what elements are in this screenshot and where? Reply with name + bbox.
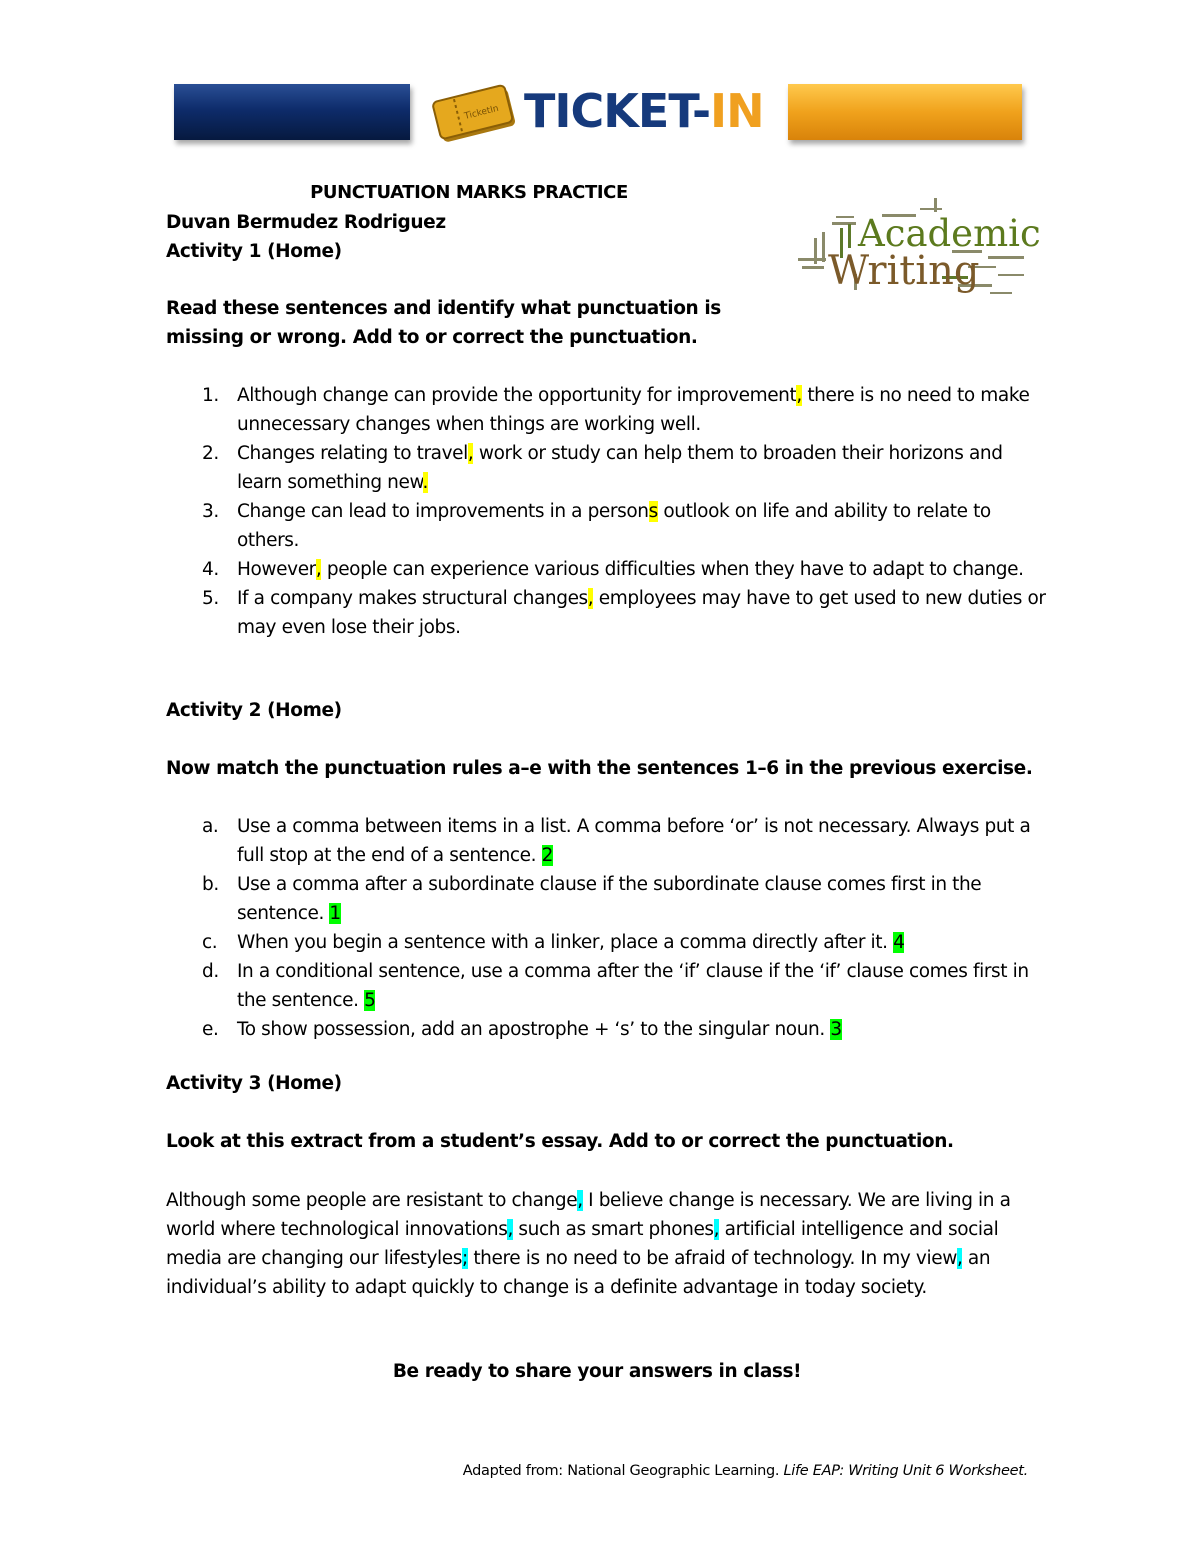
wordcloud-word-academic: Academic [858, 212, 1041, 255]
list-item-text: Use a comma between items in a list. A comma before ‘or’ is not necessary. Always put a full stop at the end of a sentence. [237, 816, 1031, 866]
list-item [166, 812, 1046, 870]
header-banner [172, 74, 1024, 152]
list-item-text: there is no need to make unnecessary changes when things are working well. [237, 385, 1030, 435]
activity2-list [166, 812, 1046, 1044]
list-item-text: Use a comma after a subordinate clause if the subordinate clause comes first in the sentence. [237, 874, 982, 924]
list-item-number: 1. [202, 385, 219, 406]
list-item [166, 1015, 1046, 1044]
list-item [166, 928, 1046, 957]
document-title: PUNCTUATION MARKS PRACTICE [310, 182, 628, 203]
essay-text: there is no need to be afraid of technology. In my view [467, 1248, 957, 1269]
list-item [166, 870, 1046, 928]
activity3-instruction: Look at this extract from a student’s essay. Add to or correct the punctuation. [166, 1131, 954, 1152]
list-item [166, 381, 1046, 439]
list-item-letter: d. [202, 961, 219, 982]
list-item-letter: a. [202, 816, 219, 837]
footer-source: Life EAP: Writing Unit 6 Worksheet. [783, 1463, 1028, 1479]
essay-extract [166, 1186, 1046, 1302]
list-item-text: Changes relating to travel [237, 443, 468, 464]
list-item-text: people can experience various difficulties when they have to adapt to change. [321, 559, 1024, 580]
list-item [166, 439, 1046, 497]
list-item-text: outlook on life and ability to relate to others. [237, 501, 991, 551]
list-item-number: 5. [202, 588, 219, 609]
logo-wordmark [524, 84, 764, 138]
wordcloud-word-writing: Writing [828, 248, 980, 294]
essay-text: I believe change is necessary. We are living in a world where technological innovations [166, 1190, 1011, 1240]
activity3-heading: Activity 3 (Home) [166, 1073, 342, 1094]
essay-text: such as smart phones [512, 1219, 714, 1240]
list-item [166, 584, 1046, 642]
banner-bar-navy [174, 84, 410, 140]
answer-number: 2 [541, 845, 554, 866]
activity1-heading: Activity 1 (Home) [166, 241, 342, 262]
list-item-text: When you begin a sentence with a linker, place a comma directly after it. [237, 932, 894, 953]
logo-text-main: TICKET- [524, 84, 711, 138]
essay-text: artificial intelligence and social media are changing our lifestyles [166, 1219, 999, 1269]
list-item-letter: b. [202, 874, 219, 895]
list-item-number: 3. [202, 501, 219, 522]
answer-number: 3 [830, 1019, 842, 1040]
highlighted-correction: s [648, 501, 658, 522]
essay-text: Although some people are resistant to change [166, 1190, 578, 1211]
list-item-text: work or study can help them to broaden their horizons and learn something new [237, 443, 1003, 493]
activity1-instruction-line2: missing or wrong. Add to or correct the punctuation. [166, 327, 698, 348]
activity2-heading: Activity 2 (Home) [166, 700, 342, 721]
list-item-text: To show possession, add an apostrophe + ‘s’ to the singular noun. [237, 1019, 831, 1040]
highlighted-correction: , [507, 1219, 513, 1240]
highlighted-correction: , [956, 1248, 963, 1269]
ticket-icon [432, 82, 522, 144]
essay-text: an individual’s ability to adapt quickly to change is a definite advantage in today society. [166, 1248, 991, 1298]
list-item-text: However [237, 559, 316, 580]
list-item-letter: c. [202, 932, 218, 953]
footer-attribution [463, 1463, 1028, 1479]
activity2-instruction: Now match the punctuation rules a–e with the sentences 1–6 in the previous exercise. [166, 758, 1033, 779]
highlighted-correction: . [422, 472, 428, 493]
highlighted-correction: , [577, 1190, 583, 1211]
list-item [166, 957, 1046, 1015]
ticket-in-logo [432, 82, 772, 144]
answer-number: 5 [364, 990, 376, 1011]
list-item-letter: e. [202, 1019, 219, 1040]
ticket-stub-text: TicketIn [463, 103, 500, 122]
academic-writing-wordcloud [792, 192, 1041, 302]
answer-number: 1 [329, 903, 341, 924]
list-item-text: Change can lead to improvements in a person [237, 501, 649, 522]
author-name: Duvan Bermudez Rodriguez [166, 212, 446, 233]
list-item-text: If a company makes structural changes [237, 588, 588, 609]
closing-line: Be ready to share your answers in class! [392, 1361, 802, 1382]
list-item-text: employees may have to get used to new duties or may even lose their jobs. [237, 588, 1046, 638]
list-item-text: In a conditional sentence, use a comma after the ‘if’ clause if the ‘if’ clause comes first in the sentence. [237, 961, 1029, 1011]
activity1-instruction-line1: Read these sentences and identify what punctuation is [166, 298, 721, 319]
highlighted-correction: , [713, 1219, 720, 1240]
highlighted-correction: , [467, 443, 474, 464]
highlighted-correction: , [587, 588, 594, 609]
logo-text-accent: IN [710, 84, 764, 138]
highlighted-correction: ; [462, 1248, 468, 1269]
footer-prefix: Adapted from: National Geographic Learning. [462, 1463, 784, 1479]
list-item-text: Although change can provide the opportunity for improvement [237, 385, 797, 406]
list-item [166, 497, 1046, 555]
banner-bar-gold [788, 84, 1022, 140]
list-item-number: 4. [202, 559, 219, 580]
list-item [166, 555, 1046, 584]
activity1-list [166, 381, 1046, 642]
highlighted-correction: , [315, 559, 322, 580]
highlighted-correction: , [796, 385, 802, 406]
answer-number: 4 [893, 932, 905, 953]
list-item-number: 2. [202, 443, 219, 464]
